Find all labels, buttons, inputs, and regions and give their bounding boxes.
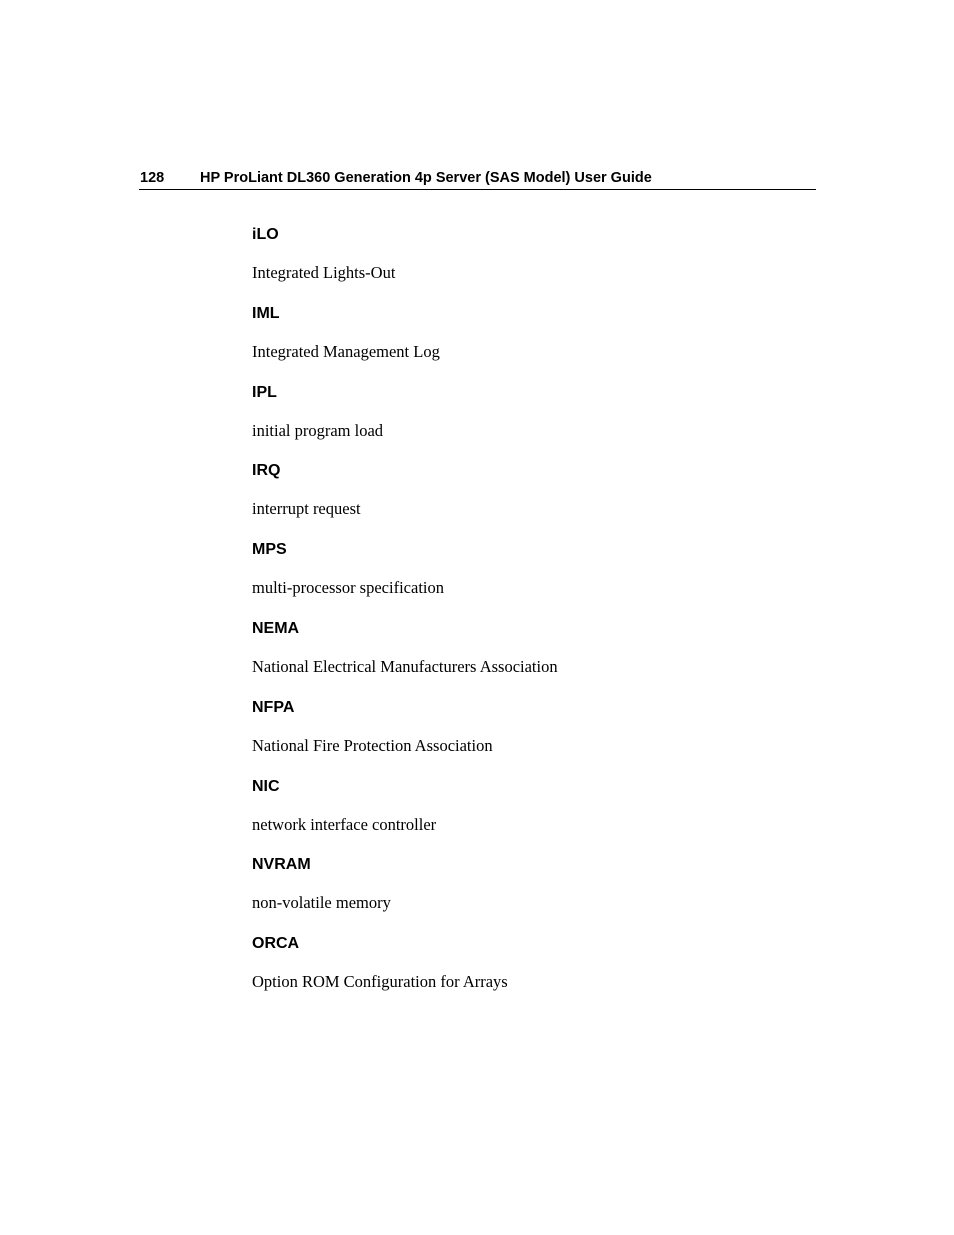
document-title: HP ProLiant DL360 Generation 4p Server (SAS Model) User Guide (200, 170, 652, 186)
glossary-term: IML (252, 304, 280, 322)
glossary-entry-nema (252, 618, 812, 697)
glossary-entry-irq (252, 460, 812, 539)
page-number: 128 (140, 170, 165, 186)
glossary-term: MPS (252, 541, 287, 559)
glossary-entry-mps (252, 539, 812, 618)
glossary-definition: Integrated Lights-Out (252, 263, 396, 282)
glossary-term: ORCA (252, 935, 300, 953)
glossary-term: IRQ (252, 462, 281, 480)
glossary-definition: network interface controller (252, 814, 437, 834)
glossary-definition: National Fire Protection Association (252, 735, 493, 755)
glossary-term: NFPA (252, 698, 295, 716)
page-header (139, 168, 816, 190)
glossary-term: NIC (252, 777, 280, 795)
glossary-entry-ilo (252, 224, 812, 303)
glossary-definition: multi-processor specification (252, 578, 444, 598)
glossary-definition: interrupt request (252, 499, 361, 519)
glossary-entry-nvram (252, 854, 812, 933)
glossary-definition: initial program load (252, 420, 384, 440)
glossary-term: NVRAM (252, 856, 311, 874)
glossary-term: IPL (252, 383, 277, 401)
glossary-term: iLO (252, 226, 279, 243)
glossary-definition: non-volatile memory (252, 893, 391, 913)
glossary-definition: Option ROM Configuration for Arrays (252, 972, 508, 992)
glossary-definition: National Electrical Manufacturers Association (252, 656, 558, 676)
glossary-list (252, 224, 812, 1012)
glossary-entry-nic (252, 776, 812, 855)
glossary-definition: Integrated Management Log (252, 341, 440, 361)
glossary-entry-orca (252, 933, 812, 1012)
glossary-entry-nfpa (252, 697, 812, 776)
glossary-term: NEMA (252, 619, 300, 637)
glossary-entry-ipl (252, 382, 812, 461)
glossary-entry-iml (252, 303, 812, 382)
